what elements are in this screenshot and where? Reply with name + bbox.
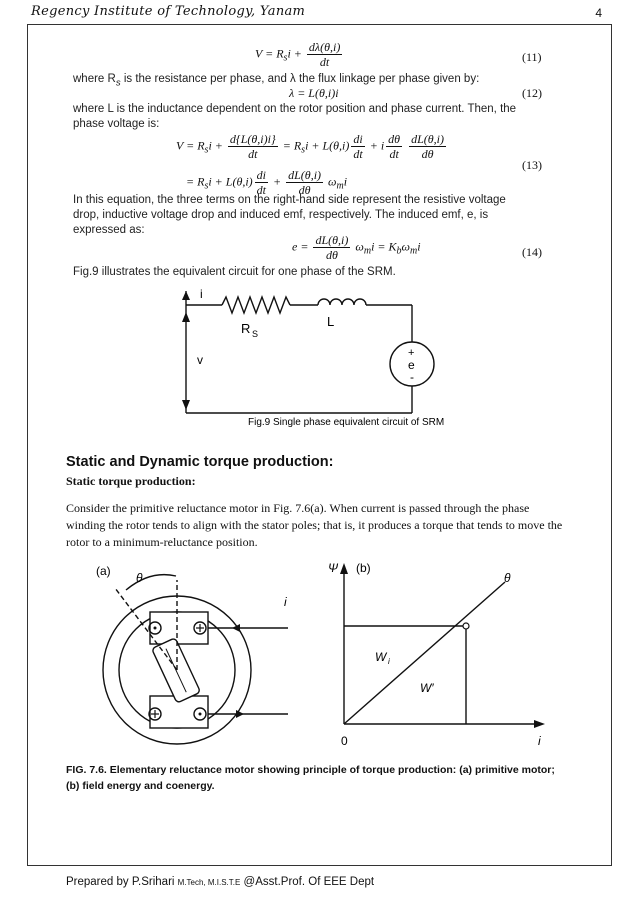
circuit-label-rs-sub: S: [252, 329, 259, 339]
equation-13-number: (13): [522, 158, 542, 172]
circuit-label-v: v: [197, 353, 203, 367]
operating-point: [463, 623, 469, 629]
equation-13-line2: = $R_si + L(\theta,i)$ $\frac{di}{dt}$ + $\frac{dL(\theta,i)}{d\theta}$ $\omega_mi$: [186, 168, 348, 197]
equation-14: e = $\frac{dL(\theta,i)}{d\theta}$ $\omega_mi = K_b\omega_mi$: [292, 233, 421, 262]
fig-label-wi-sub: i: [388, 657, 390, 666]
fig-label-i-axis: i: [538, 734, 541, 748]
i-axis-arrow: [534, 720, 545, 728]
fig-label-zero: 0: [341, 734, 348, 748]
equation-11-number: (11): [522, 50, 542, 64]
fig-label-wi: W: [375, 650, 387, 664]
lead-arrow-bottom: [236, 710, 244, 718]
section-heading: Static and Dynamic torque production:: [66, 454, 334, 470]
equation-12: λ = L(θ,i)i: [289, 86, 339, 100]
fig-label-wprime: W′: [420, 681, 434, 695]
header-title: Regency Institute of Technology, Yanam: [31, 4, 306, 19]
text-drop-line: drop, inductive voltage drop and induced emf, respectively. The induced emf, e, is: [73, 209, 489, 221]
circuit-label-plus: +: [408, 347, 415, 359]
page-number: 4: [595, 6, 602, 20]
text-expressed: expressed as:: [73, 224, 145, 236]
circuit-label-l: L: [327, 314, 335, 329]
psi-axis-arrow: [340, 563, 348, 574]
circuit-label-rs: R: [241, 321, 251, 336]
figure-7-6-caption: FIG. 7.6. Elementary reluctance motor showing principle of torque production: (a) primitive motor; (b) field energy and coenergy.: [66, 764, 555, 792]
equation-12-number: (12): [522, 86, 542, 100]
fig-label-theta: θ: [136, 571, 143, 585]
magnetization-line: [344, 582, 505, 724]
equation-13-line1: $V = R_si$ + $\frac{d\{L(\theta,i)i\}}{dt}$ = $R_si + L(\theta,i)$ $\frac{di}{dt}$ + i $\frac{d\theta}{dt}$ $\frac{dL(\theta,i)}{d\theta}$: [176, 132, 444, 161]
fig-label-theta-curve: θ: [504, 571, 511, 585]
footer: [66, 876, 374, 888]
footer-credentials: M.Tech, M.I.S.T.E: [177, 878, 241, 887]
footer-prefix: Prepared by P.Srihari: [66, 876, 178, 888]
fig-label-b: (b): [356, 561, 371, 575]
fig-label-i-lead: i: [284, 595, 287, 609]
text-where-l: where L is the inductance dependent on the rotor position and phase current. Then, the: [73, 103, 517, 115]
text-where-rs: where $R_s$ is the resistance per phase, and λ the flux linkage per phase given by:: [73, 73, 480, 89]
energy-plot: [344, 570, 538, 724]
fig-label-a: (a): [96, 564, 111, 578]
text-in-this-equation: In this equation, the three terms on the right-hand side represent the resistive voltage: [73, 194, 506, 206]
primitive-motor: [103, 575, 288, 744]
equation-11: $V = R_si$ + $\frac{d\lambda(\theta,i)}{dt}$: [255, 40, 341, 69]
footer-suffix: @Asst.Prof. Of EEE Dept: [240, 876, 375, 888]
circuit-caption: Fig.9 Single phase equivalent circuit of SRM: [248, 417, 445, 428]
equation-14-number: (14): [522, 245, 542, 259]
section-subheading: Static torque production:: [66, 474, 196, 488]
circuit-label-minus: -: [410, 370, 414, 384]
circuit-label-i: i: [200, 287, 203, 301]
circuit-label-e: e: [408, 358, 415, 372]
fig-label-psi: Ψ: [328, 561, 338, 575]
text-fig9-intro: Fig.9 illustrates the equivalent circuit for one phase of the SRM.: [73, 266, 396, 278]
text-phase-voltage: phase voltage is:: [73, 118, 160, 130]
section-paragraph: Consider the primitive reluctance motor in Fig. 7.6(a). When current is passed through the phase winding the rotor tends to align with the stator poles; that is, it produces a torque that tends to move the rotor to a minimum-reluctance position.: [66, 501, 563, 549]
